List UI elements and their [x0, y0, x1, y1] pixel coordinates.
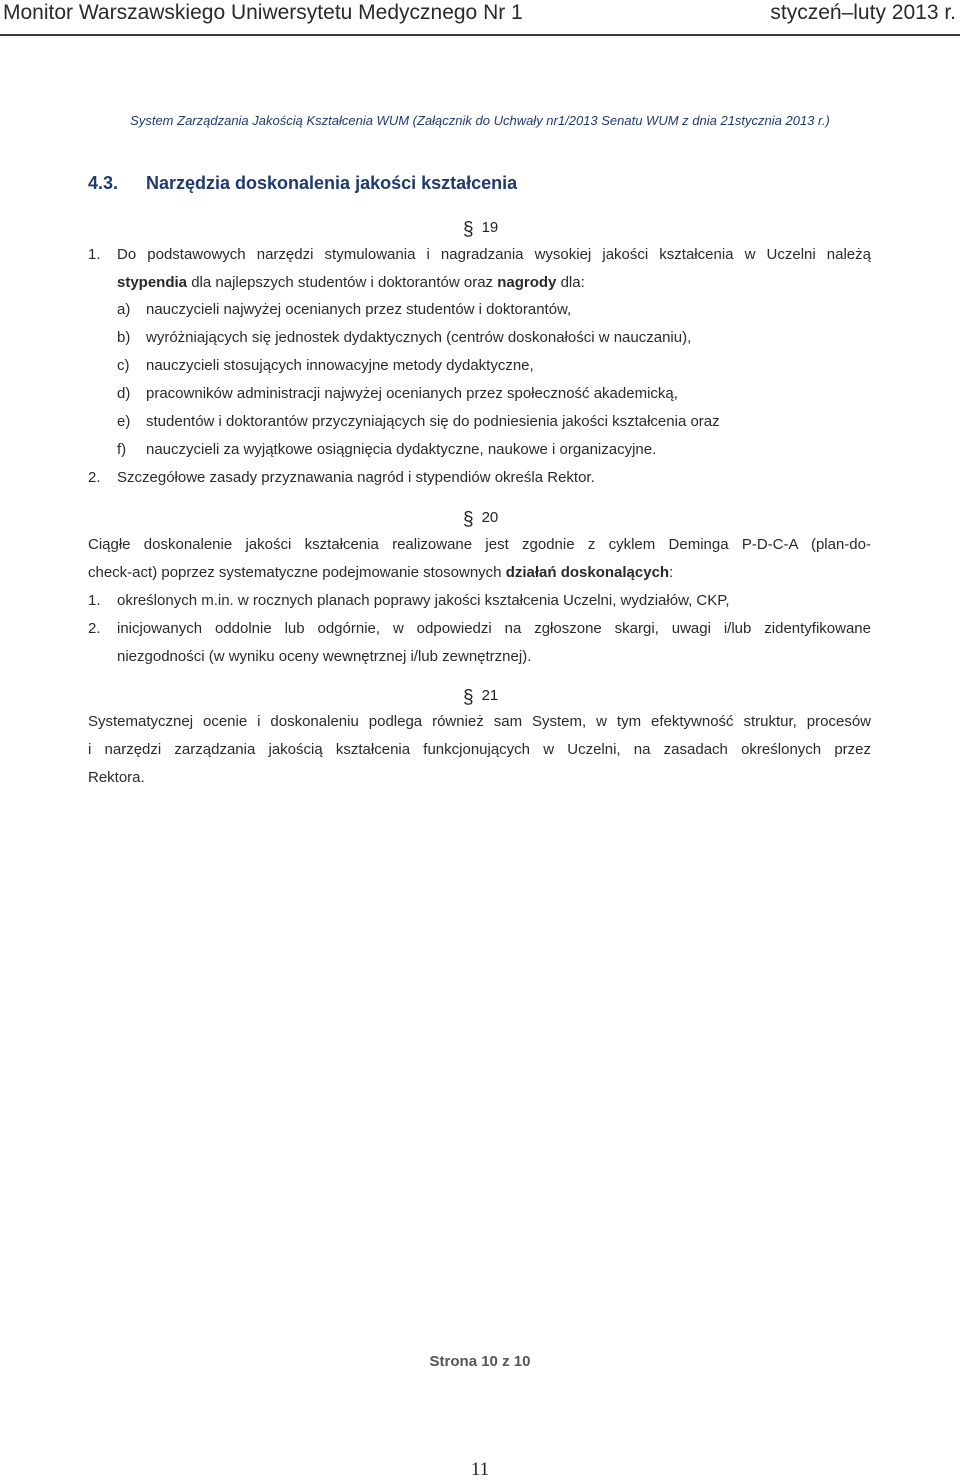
p21-line3: Rektora. [88, 769, 145, 786]
p20-item1 [88, 591, 730, 611]
p19-item2 [88, 468, 595, 488]
list-text: Szczegółowe zasady przyznawania nagród i stypendiów określa Rektor. [117, 469, 595, 486]
list-letter: b) [117, 329, 131, 346]
p20-item2-line2: niezgodności (w wyniku oceny wewnętrznej i/lub zewnętrznej). [117, 648, 532, 665]
list-number: 1. [88, 246, 101, 263]
p19-item1-line2 [117, 273, 585, 293]
document-subtitle: System Zarządzania Jakością Kształcenia WUM (Załącznik do Uchwały nr1/2013 Senatu WUM z dnia 21stycznia 2013 r.) [130, 113, 830, 128]
list-letter: d) [117, 385, 131, 402]
list-text: dla: [556, 274, 585, 291]
list-text: pracowników administracji najwyżej ocenianych przez społeczność akademicką, [146, 385, 678, 402]
list-text: Do podstawowych narzędzi stymulowania i nagradzania wysokiej jakości kształcenia w Uczelni należą [117, 246, 871, 263]
list-text: inicjowanych oddolnie lub odgórnie, w odpowiedzi na zgłoszone skargi, uwagi i/lub zidentyfikowane [117, 620, 871, 637]
list-text: nauczycieli za wyjątkowe osiągnięcia dydaktyczne, naukowe i organizacyjne. [146, 441, 657, 458]
p21-line1: Systematycznej ocenie i doskonaleniu podlega również sam System, w tym efektywność struktur, procesów [88, 713, 871, 730]
bold-term-nagrody: nagrody [497, 274, 557, 291]
section-symbol: § [463, 687, 474, 708]
page-number: 11 [470, 1459, 490, 1480]
list-number: 2. [88, 469, 101, 486]
list-text: studentów i doktorantów przyczyniających się do podniesienia jakości kształcenia oraz [146, 413, 720, 430]
bold-term-dzialan: działań doskonalących [505, 564, 670, 581]
section-heading [88, 173, 517, 194]
paragraph-19-heading [463, 216, 498, 238]
paragraph-number: 19 [481, 219, 499, 236]
journal-title: Monitor Warszawskiego Uniwersytetu Medycznego Nr 1 [3, 1, 523, 24]
p21-line2: i narzędzi zarządzania jakością kształcenia funkcjonujących w Uczelni, na zasadach określonych przez [88, 741, 871, 758]
list-letter: c) [117, 357, 130, 374]
list-number: 2. [88, 620, 101, 637]
list-text: określonych m.in. w rocznych planach poprawy jakości kształcenia Uczelni, wydziałów, CKP, [117, 592, 730, 609]
bold-term-stypendia: stypendia [117, 274, 188, 291]
list-text: dla najlepszych studentów i doktorantów oraz [187, 274, 498, 291]
body-text: check-act) poprzez systematyczne podejmowanie stosownych [88, 564, 506, 581]
list-letter: f) [117, 441, 127, 458]
section-symbol: § [463, 219, 474, 240]
list-number: 1. [88, 592, 101, 609]
list-letter: e) [117, 413, 131, 430]
paragraph-20-heading [463, 506, 498, 528]
paragraph-number: 20 [481, 509, 499, 526]
section-number: 4.3. [88, 173, 119, 193]
section-symbol: § [463, 509, 474, 530]
list-text: wyróżniających się jednostek dydaktycznych (centrów doskonałości w nauczaniu), [146, 329, 692, 346]
list-item [117, 328, 691, 348]
issue-date: styczeń–luty 2013 r. [770, 1, 956, 24]
list-text: nauczycieli najwyżej ocenianych przez studentów i doktorantów, [146, 301, 572, 318]
list-item [117, 440, 656, 460]
page-footer-label: Strona 10 z 10 [429, 1353, 531, 1370]
paragraph-21-heading [463, 684, 498, 706]
p20-line1: Ciągłe doskonalenie jakości kształcenia realizowane jest zgodnie z cyklem Deminga P-D-C-A (plan-do- [88, 536, 871, 553]
list-item [117, 300, 571, 320]
body-text: : [669, 564, 674, 581]
paragraph-number: 21 [481, 687, 499, 704]
p19-item1-line1 [88, 245, 871, 265]
p20-line2 [88, 563, 673, 583]
list-text: nauczycieli stosujących innowacyjne metody dydaktyczne, [146, 357, 534, 374]
section-title: Narzędzia doskonalenia jakości kształcenia [146, 173, 518, 193]
list-item [117, 356, 534, 376]
list-item [117, 384, 678, 404]
p20-item2-line1 [88, 619, 871, 639]
page-header [0, 0, 960, 36]
list-letter: a) [117, 301, 131, 318]
list-item [117, 412, 720, 432]
